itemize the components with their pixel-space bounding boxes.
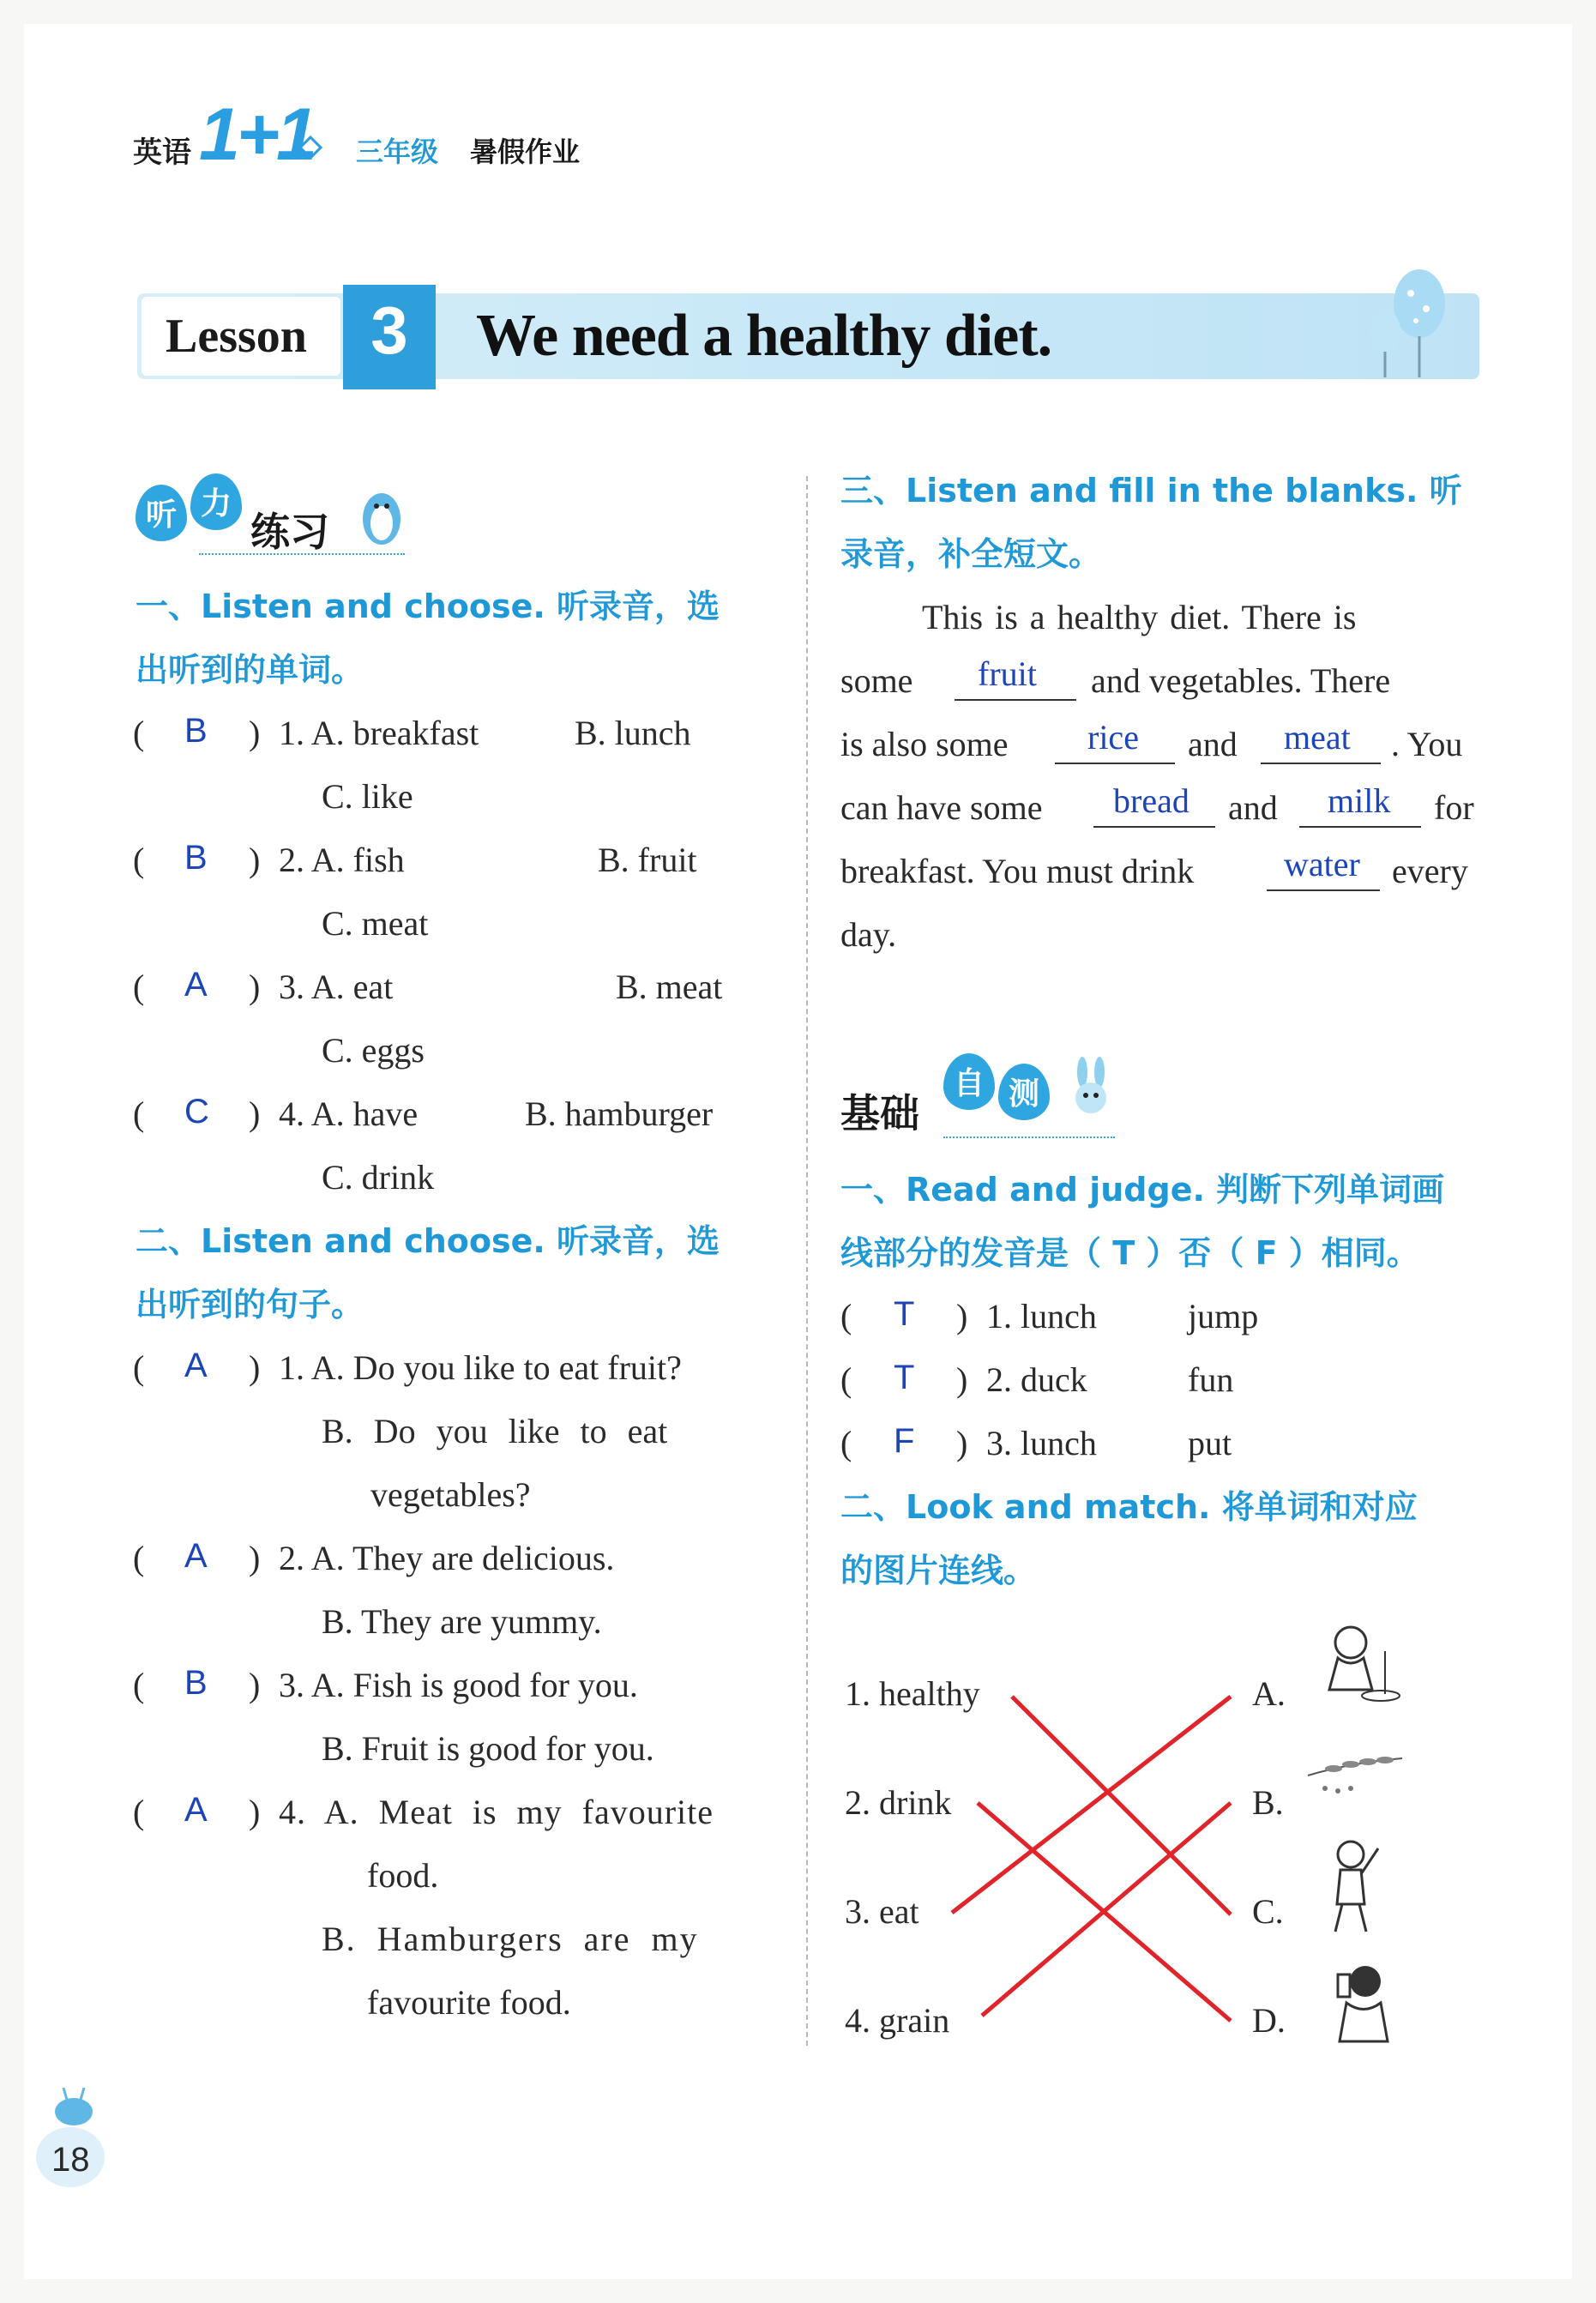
sentence-line: food. xyxy=(367,1856,439,1895)
sentence-line: 2. A. They are delicious. xyxy=(279,1539,615,1577)
judge-word-1: 1. lunch xyxy=(986,1297,1097,1335)
passage-text: every xyxy=(1392,852,1468,890)
answer-s1: A xyxy=(184,1347,208,1384)
passage-text: day. xyxy=(840,915,897,954)
blank-line xyxy=(1093,826,1215,828)
blank-line xyxy=(955,699,1076,701)
answer-s4: A xyxy=(184,1791,208,1829)
answer-1: B xyxy=(184,712,208,750)
option-c: C. like xyxy=(322,777,413,816)
heading-underline xyxy=(199,553,405,555)
mascot-icon xyxy=(50,2084,98,2127)
paren-open: ( xyxy=(840,1424,852,1462)
basics-part2-title-1: 二、Look and match. 将单词和对应 xyxy=(840,1488,1418,1526)
basics-part1-title-1: 一、Read and judge. 判断下列单词画 xyxy=(840,1171,1445,1209)
match-word-4: 4. grain xyxy=(845,2001,950,2040)
paren-close: ) xyxy=(249,1348,261,1387)
grain-icon xyxy=(1299,1741,1411,1801)
header-kind: 暑假作业 xyxy=(470,136,581,168)
child-eating-icon xyxy=(1312,1617,1406,1711)
match-letter-a: A. xyxy=(1252,1674,1286,1713)
answer-2: B xyxy=(184,839,208,877)
blank-line xyxy=(1261,763,1381,764)
part2-title-1: 二、Listen and choose. 听录音，选 xyxy=(136,1222,720,1260)
option-a: 4. A. have xyxy=(279,1094,419,1133)
match-letter-d: D. xyxy=(1252,2001,1286,2040)
option-b: B. meat xyxy=(616,968,723,1006)
basics-heading: 基础 xyxy=(840,1090,919,1136)
answer-4: C xyxy=(184,1093,209,1130)
basics-part2-title-2: 的图片连线。 xyxy=(840,1552,1037,1589)
answer-s3: B xyxy=(184,1664,208,1702)
passage-text: breakfast. You must drink xyxy=(840,852,1195,890)
paren-close: ) xyxy=(249,1539,261,1577)
paren-close: ) xyxy=(956,1424,968,1462)
option-b: B. fruit xyxy=(598,841,697,879)
paren-open: ( xyxy=(133,1666,145,1704)
paren-open: ( xyxy=(133,1793,145,1831)
basics-drop-2: 测 xyxy=(998,1064,1050,1120)
paren-open: ( xyxy=(133,1094,145,1133)
paren-close: ) xyxy=(249,1666,261,1704)
paren-open: ( xyxy=(840,1297,852,1335)
healthy-child-icon xyxy=(1316,1836,1394,1938)
judge-word-2: jump xyxy=(1188,1297,1259,1335)
heading-underline xyxy=(943,1136,1115,1138)
option-a: 2. A. fish xyxy=(279,841,405,879)
paren-close: ) xyxy=(249,1793,261,1831)
option-b: B. lunch xyxy=(575,714,691,752)
tree-icon xyxy=(1359,268,1458,381)
paren-open: ( xyxy=(133,1348,145,1387)
column-divider xyxy=(806,476,808,2046)
part3-title-2: 录音，补全短文。 xyxy=(840,535,1102,573)
paren-open: ( xyxy=(133,968,145,1006)
paren-open: ( xyxy=(133,1539,145,1577)
page-number: 18 xyxy=(51,2141,90,2179)
lesson-title: We need a healthy diet. xyxy=(476,303,1052,369)
judge-word-2: fun xyxy=(1188,1360,1234,1399)
passage-text: and xyxy=(1228,788,1278,827)
blank-answer-6: water xyxy=(1284,845,1360,883)
match-word-2: 2. drink xyxy=(845,1783,952,1822)
lesson-number: 3 xyxy=(370,292,408,368)
paren-close: ) xyxy=(249,714,261,752)
option-a: 1. A. breakfast xyxy=(279,714,479,752)
judge-answer-1: T xyxy=(894,1295,915,1333)
sentence-line: vegetables? xyxy=(370,1475,531,1514)
option-b: B. hamburger xyxy=(525,1094,714,1133)
sentence-line: 3. A. Fish is good for you. xyxy=(279,1666,638,1704)
match-letter-b: B. xyxy=(1252,1783,1284,1822)
header-logo: 1+1 xyxy=(199,93,314,176)
judge-word-1: 2. duck xyxy=(986,1360,1087,1399)
sentence-line: B. Fruit is good for you. xyxy=(322,1729,654,1768)
listen-drop-1: 听 xyxy=(136,485,187,541)
passage-line: This is a healthy diet. There is xyxy=(922,598,1357,636)
blank-line xyxy=(1055,763,1175,764)
judge-answer-3: F xyxy=(894,1422,915,1460)
passage-text: is also some xyxy=(840,725,1009,763)
basics-drop-1: 自 xyxy=(943,1053,995,1110)
sentence-line: favourite food. xyxy=(367,1983,571,2022)
blank-answer-4: bread xyxy=(1113,781,1189,820)
blank-answer-2: rice xyxy=(1087,718,1139,757)
paren-close: ) xyxy=(956,1297,968,1335)
paren-open: ( xyxy=(840,1360,852,1399)
sentence-line: B. Do you like to eat xyxy=(322,1412,668,1450)
lesson-word: Lesson xyxy=(166,310,307,363)
blank-answer-3: meat xyxy=(1284,718,1351,757)
sentence-line: B. Hamburgers are my xyxy=(322,1920,699,1958)
paren-close: ) xyxy=(956,1360,968,1399)
match-lines xyxy=(943,1673,1252,2033)
header-subject: 英语 xyxy=(133,136,191,170)
sentence-line: 4. A. Meat is my favourite xyxy=(279,1793,714,1831)
paren-close: ) xyxy=(249,1094,261,1133)
passage-text: can have some xyxy=(840,788,1043,827)
blank-line xyxy=(1299,826,1421,828)
paren-open: ( xyxy=(133,841,145,879)
blank-answer-1: fruit xyxy=(978,654,1037,693)
passage-text: . You xyxy=(1391,725,1463,763)
match-letter-c: C. xyxy=(1252,1892,1284,1931)
match-word-1: 1. healthy xyxy=(845,1674,980,1713)
passage-text: and vegetables. There xyxy=(1091,661,1391,700)
part3-title-1: 三、Listen and fill in the blanks. 听 xyxy=(840,472,1462,509)
sentence-line: B. They are yummy. xyxy=(322,1602,602,1641)
passage-text: some xyxy=(840,661,913,700)
penguin-icon xyxy=(356,480,407,549)
listening-heading: 练习 xyxy=(250,509,329,555)
blank-line xyxy=(1267,889,1380,891)
blank-answer-5: milk xyxy=(1328,781,1391,820)
answer-3: A xyxy=(184,966,208,1004)
paren-open: ( xyxy=(133,714,145,752)
header-grade: 三年级 xyxy=(356,136,439,168)
judge-answer-2: T xyxy=(894,1359,915,1396)
option-c: C. eggs xyxy=(322,1031,425,1070)
part2-title-2: 出听到的句子。 xyxy=(136,1286,364,1323)
passage-text: for xyxy=(1434,788,1474,827)
child-drinking-icon xyxy=(1312,1956,1406,2050)
listen-drop-2: 力 xyxy=(190,473,242,530)
basics-part1-title-2: 线部分的发音是（ T ）否（ F ）相同。 xyxy=(840,1234,1419,1272)
part1-title-2: 出听到的单词。 xyxy=(136,651,364,689)
part1-title-1: 一、Listen and choose. 听录音，选 xyxy=(136,588,720,625)
paren-close: ) xyxy=(249,968,261,1006)
passage-text: and xyxy=(1188,725,1238,763)
paren-close: ) xyxy=(249,841,261,879)
judge-word-1: 3. lunch xyxy=(986,1424,1097,1462)
option-c: C. meat xyxy=(322,904,429,943)
judge-word-2: put xyxy=(1188,1424,1232,1462)
answer-s2: A xyxy=(184,1537,208,1575)
sentence-line: 1. A. Do you like to eat fruit? xyxy=(279,1348,682,1387)
rabbit-icon xyxy=(1063,1057,1118,1125)
match-word-3: 3. eat xyxy=(845,1892,919,1931)
option-a: 3. A. eat xyxy=(279,968,394,1006)
option-c: C. drink xyxy=(322,1158,435,1197)
